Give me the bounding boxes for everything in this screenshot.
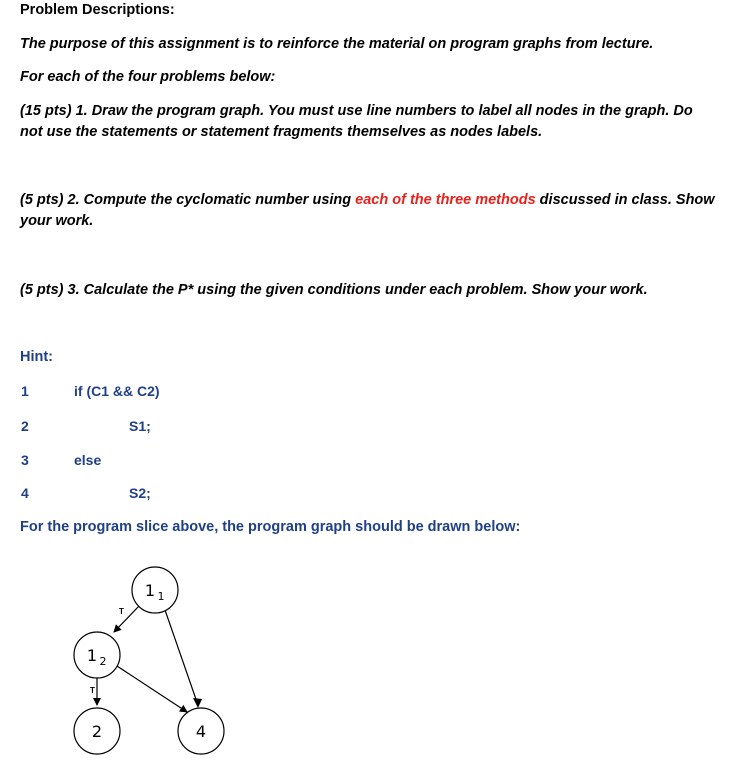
code-line-number: 2 [21,418,29,434]
code-line-text: S1; [129,418,151,434]
problem2-prefix: (5 pts) 2. Compute the cyclomatic number using [20,192,356,208]
code-line-number: 1 [21,383,29,399]
heading: Problem Descriptions: [20,2,175,18]
edge-1-1-to-1-2 [114,605,140,632]
code-line-text: else [74,452,102,468]
node-label: 2 [91,722,103,741]
graph-node-1-2 [74,632,120,678]
code-line-text: S2; [129,485,151,501]
graph-node-1-1 [132,567,178,613]
problem2-suffix: discussed in class. Show [535,192,715,208]
edge-label-true: T [90,686,95,695]
edge-1-1-to-4 [165,610,198,705]
problem1-line2: not use the statements or statement fragments themselves as nodes labels. [20,124,543,140]
hint-label: Hint: [20,349,54,365]
for-each-text: For each of the four problems below: [20,69,276,85]
graph-node-4 [178,708,224,754]
node-label: 1 [144,581,156,600]
problem2-line2: your work. [20,213,94,229]
problem2-highlight: each of the three methods [355,192,536,208]
code-line-text: if (C1 && C2) [74,383,160,399]
code-line-number: 4 [21,485,29,501]
edge-label-true: T [119,607,124,616]
node-subscript: 1 [157,590,165,603]
purpose-text: The purpose of this assignment is to reinforce the material on program graphs from lecture. [20,36,654,52]
node-label: 4 [195,722,207,741]
node-subscript: 2 [99,655,107,668]
graph-node-2 [74,708,120,754]
code-line-number: 3 [21,452,29,468]
problem3-line1: (5 pts) 3. Calculate the P* using the given conditions under each problem. Show your work. [20,282,648,298]
problem1-line1: (15 pts) 1. Draw the program graph. You must use line numbers to label all nodes in the graph. Do [20,103,693,119]
graph-caption: For the program slice above, the program graph should be drawn below: [20,519,521,535]
edge-1-2-to-4 [117,666,187,712]
node-label: 1 [86,646,98,665]
arrowhead [193,698,202,708]
